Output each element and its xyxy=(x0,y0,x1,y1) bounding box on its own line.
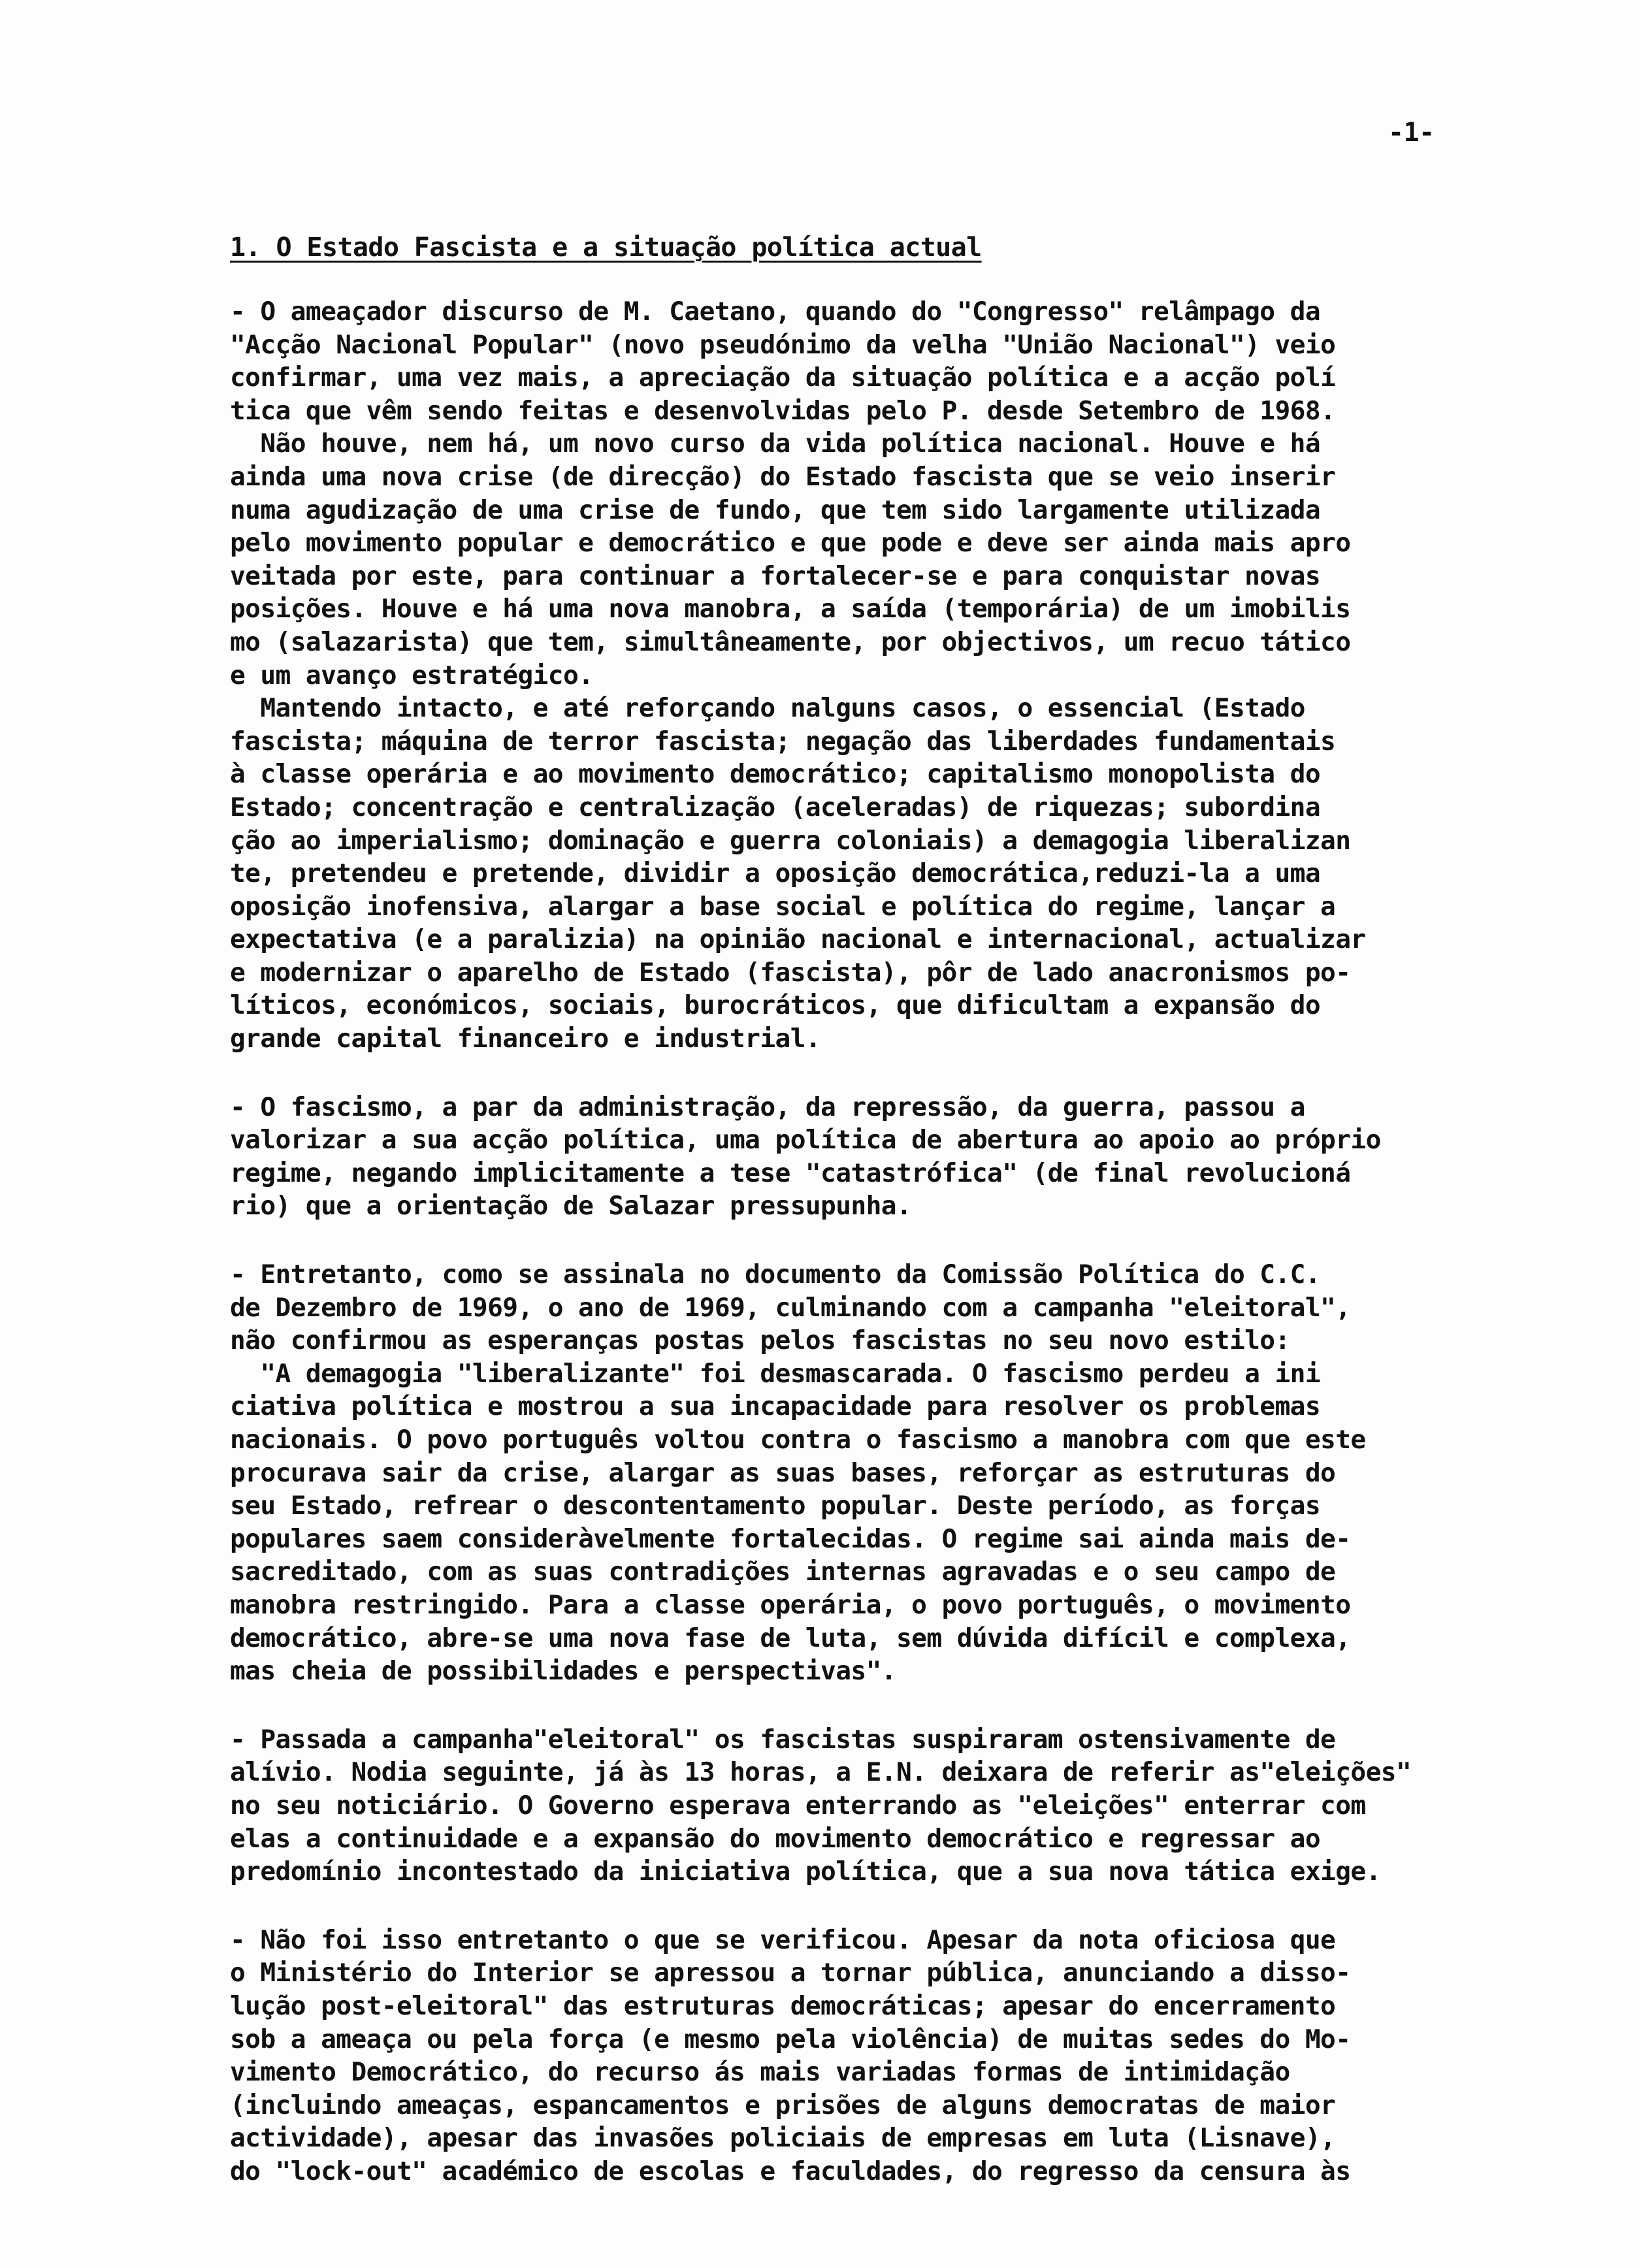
text-line: elas a continuidade e a expansão do movimento democrático e regressar ao xyxy=(230,1823,1321,1854)
text-line: mo (salazarista) que tem, simultâneamente, por objectivos, um recuo tático xyxy=(230,626,1351,657)
text-line: procurava sair da crise, alargar as suas bases, reforçar as estruturas do xyxy=(230,1457,1336,1488)
text-line: seu Estado, refrear o descontentamento popular. Deste período, as forças xyxy=(230,1491,1321,1521)
page-number: -1- xyxy=(1388,118,1435,148)
text-line: Estado; concentração e centralização (aceleradas) de riquezas; subordina xyxy=(230,792,1321,822)
text-line: "Acção Nacional Popular" (novo pseudónimo da velha "União Nacional") veio xyxy=(230,329,1336,360)
text-line: tica que vêm sendo feitas e desenvolvidas pelo P. desde Setembro de 1968. xyxy=(230,395,1336,426)
text-line: do "lock-out" académico de escolas e faculdades, do regresso da censura às xyxy=(230,2156,1351,2186)
text-line: valorizar a sua acção política, uma política de abertura ao apoio ao próprio xyxy=(230,1125,1381,1156)
text-line: - Não foi isso entretanto o que se verificou. Apesar da nota oficiosa que xyxy=(230,1924,1336,1955)
text-line: pelo movimento popular e democrático e que pode e deve ser ainda mais apro xyxy=(230,528,1351,559)
text-line: populares saem consideràvelmente fortalecidas. O regime sai ainda mais de- xyxy=(230,1523,1351,1554)
text-line: ção ao imperialismo; dominação e guerra coloniais) a demagogia liberalizan xyxy=(230,825,1351,856)
text-line: (incluindo ameaças, espancamentos e prisões de alguns democratas de maior xyxy=(230,2090,1336,2120)
text-line: de Dezembro de 1969, o ano de 1969, culminando com a campanha "eleitoral", xyxy=(230,1292,1351,1323)
text-line: - Passada a campanha"eleitoral" os fascistas suspiraram ostensivamente de xyxy=(230,1724,1336,1755)
text-line: sacreditado, com as suas contradições internas agravadas e o seu campo de xyxy=(230,1557,1336,1587)
text-line: vimento Democrático, do recurso ás mais variadas formas de intimidação xyxy=(230,2057,1290,2088)
paragraph xyxy=(230,1091,1602,1223)
text-line: lução post-eleitoral" das estruturas democráticas; apesar do encerramento xyxy=(230,1990,1336,2021)
text-line: líticos, económicos, sociais, burocráticos, que dificultam a expansão do xyxy=(230,990,1321,1021)
text-line: posições. Houve e há uma nova manobra, a saída (temporária) de um imobilis xyxy=(230,594,1351,624)
text-line: à classe operária e ao movimento democrático; capitalismo monopolista do xyxy=(230,759,1321,790)
text-line: confirmar, uma vez mais, a apreciação da situação política e a acção polí xyxy=(230,363,1336,393)
text-line: nacionais. O povo português voltou contra o fascismo a manobra com que este xyxy=(230,1425,1366,1455)
text-line: veitada por este, para continuar a fortalecer-se e para conquistar novas xyxy=(230,560,1321,591)
text-line: e modernizar o aparelho de Estado (fascista), pôr de lado anacronismos po- xyxy=(230,957,1351,988)
text-line: fascista; máquina de terror fascista; negação das liberdades fundamentais xyxy=(230,726,1336,756)
text-line: predomínio incontestado da iniciativa política, que a sua nova tática exige. xyxy=(230,1856,1381,1887)
text-line: oposição inofensiva, alargar a base social e política do regime, lançar a xyxy=(230,891,1336,922)
text-line: actividade), apesar das invasões policiais de empresas em luta (Lisnave), xyxy=(230,2123,1336,2154)
text-line: alívio. Nodia seguinte, já às 13 horas, a E.N. deixara de referir as"eleições" xyxy=(230,1757,1412,1788)
text-line: Não houve, nem há, um novo curso da vida política nacional. Houve e há xyxy=(230,429,1321,459)
body-text xyxy=(230,295,1602,2223)
paragraph xyxy=(230,1723,1602,1888)
text-line: te, pretendeu e pretende, dividir a oposição democrática,reduzi-la a uma xyxy=(230,858,1321,889)
text-line: no seu noticiário. O Governo esperava enterrando as "eleições" enterrar com xyxy=(230,1790,1366,1821)
text-line: - O fascismo, a par da administração, da repressão, da guerra, passou a xyxy=(230,1092,1305,1122)
section-title: 1. O Estado Fascista e a situação política actual xyxy=(230,233,982,263)
text-line: expectativa (e a paralizia) na opinião nacional e internacional, actualizar xyxy=(230,924,1366,955)
paragraph xyxy=(230,295,1602,1056)
text-line: ainda uma nova crise (de direcção) do Estado fascista que se veio inserir xyxy=(230,461,1336,492)
text-line: o Ministério do Interior se apressou a tornar pública, anunciando a disso- xyxy=(230,1958,1351,1988)
text-line: "A demagogia "liberalizante" foi desmascarada. O fascismo perdeu a ini xyxy=(230,1358,1321,1389)
text-line: numa agudização de uma crise de fundo, que tem sido largamente utilizada xyxy=(230,494,1321,525)
text-line: regime, negando implicitamente a tese "catastrófica" (de final revolucioná xyxy=(230,1158,1351,1188)
text-line: manobra restringido. Para a classe operária, o povo português, o movimento xyxy=(230,1589,1351,1620)
text-line: grande capital financeiro e industrial. xyxy=(230,1024,821,1054)
text-line: sob a ameaça ou pela força (e mesmo pela violência) de muitas sedes do Mo- xyxy=(230,2024,1351,2054)
paragraph xyxy=(230,1924,1602,2188)
paragraph xyxy=(230,1258,1602,1688)
text-line: democrático, abre-se uma nova fase de luta, sem dúvida difícil e complexa, xyxy=(230,1623,1351,1653)
text-line: mas cheia de possibilidades e perspectivas". xyxy=(230,1656,896,1687)
text-line: - Entretanto, como se assinala no documento da Comissão Política do C.C. xyxy=(230,1259,1321,1290)
text-line: - O ameaçador discurso de M. Caetano, quando do "Congresso" relâmpago da xyxy=(230,297,1321,327)
text-line: rio) que a orientação de Salazar pressupunha. xyxy=(230,1191,912,1222)
text-line: Mantendo intacto, e até reforçando nalguns casos, o essencial (Estado xyxy=(230,693,1305,724)
text-line: não confirmou as esperanças postas pelos fascistas no seu novo estilo: xyxy=(230,1325,1290,1356)
text-line: ciativa política e mostrou a sua incapacidade para resolver os problemas xyxy=(230,1391,1321,1422)
text-line: e um avanço estratégico. xyxy=(230,660,594,690)
